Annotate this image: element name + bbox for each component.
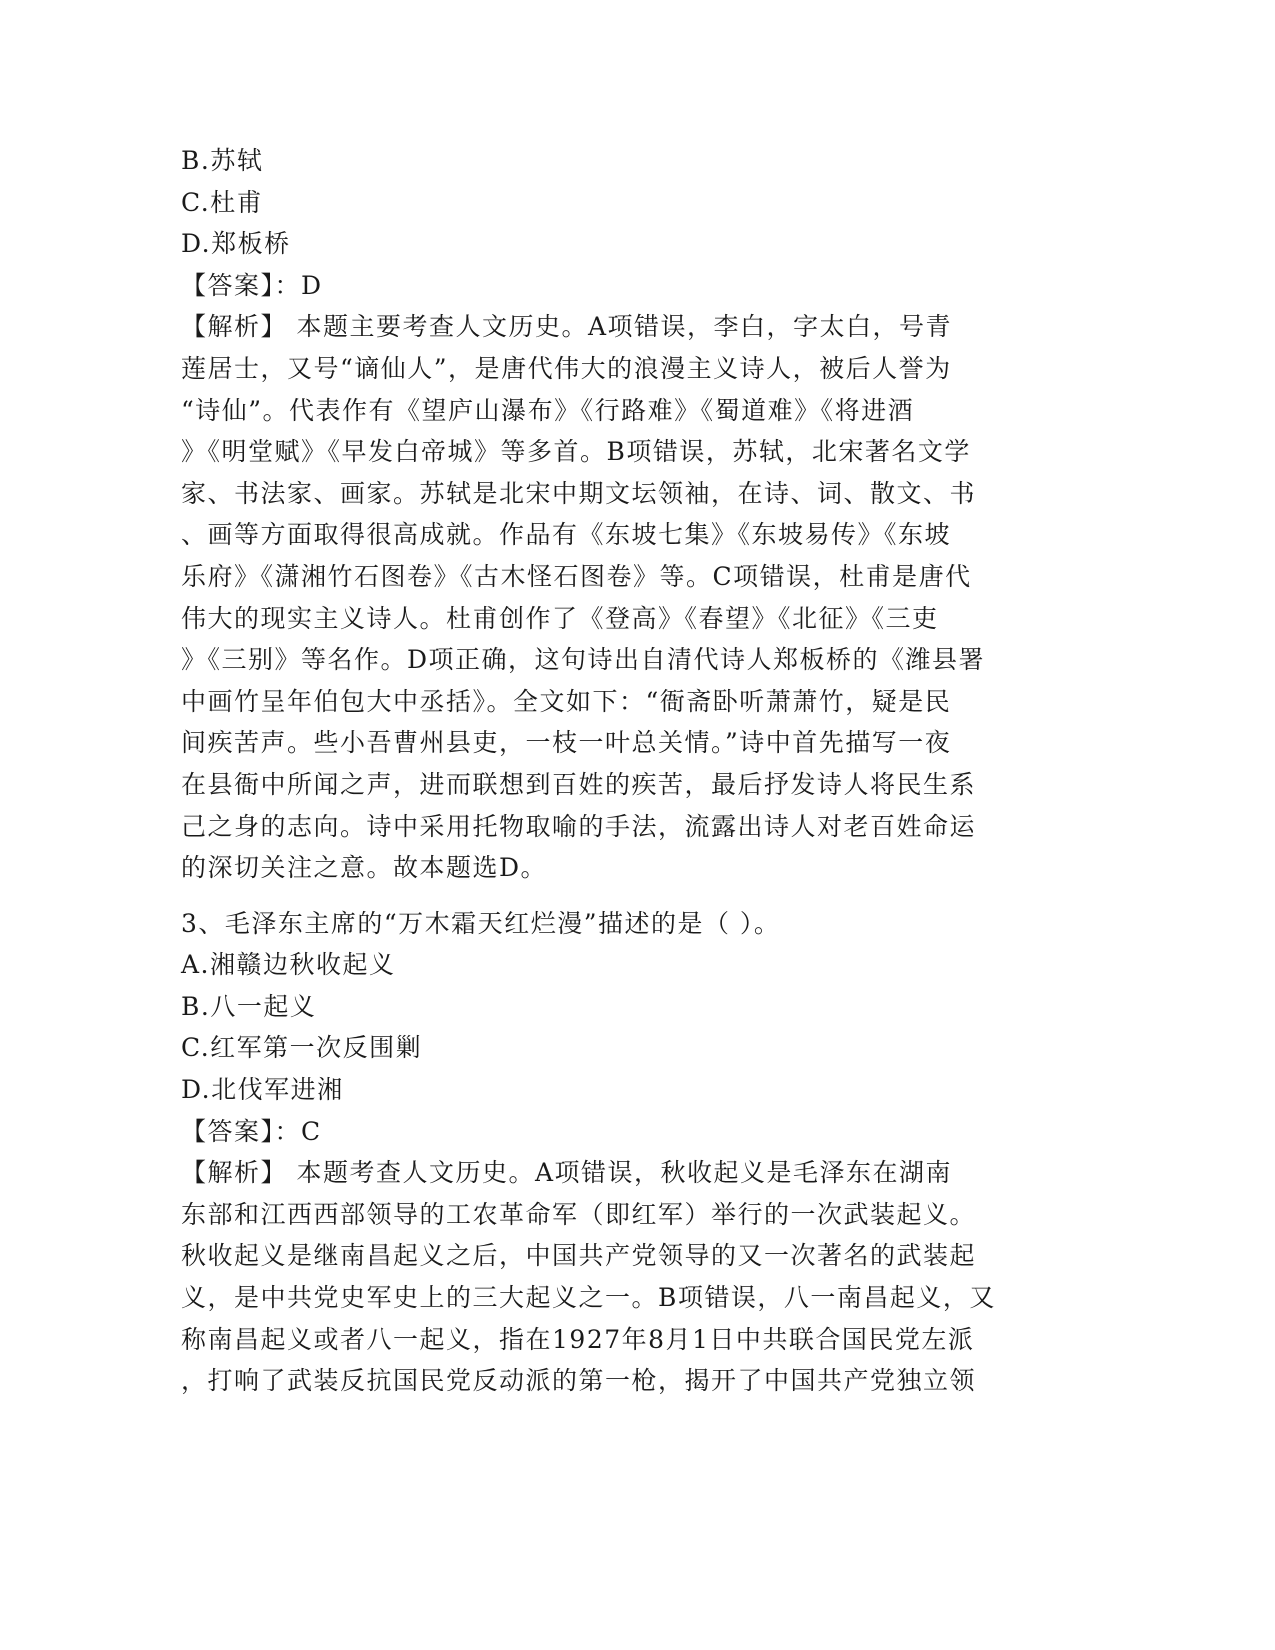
analysis-line: 中画竹呈年伯包大中丞括》。全文如下：“衙斋卧听萧萧竹，疑是民 — [181, 686, 952, 716]
analysis-line: 的深切关注之意。故本题选D。 — [181, 853, 548, 883]
answer: 【答案】：D — [181, 270, 323, 300]
analysis-line: 家、书法家、画家。苏轼是北宋中期文坛领袖，在诗、词、散文、书 — [181, 478, 977, 508]
analysis-line: 东部和江西西部领导的工农革命军（即红军）举行的一次武装起义。 — [181, 1199, 977, 1229]
spacer — [181, 889, 1041, 903]
analysis-line: ，打响了武装反抗国民党反动派的第一枪，揭开了中国共产党独立领 — [181, 1366, 977, 1396]
analysis-line: 、画等方面取得很高成就。作品有《东坡七集》《东坡易传》《东坡 — [181, 520, 952, 550]
analysis-line: 称南昌起义或者八一起义，指在1927年8月1日中共联合国民党左派 — [181, 1324, 975, 1354]
question-2-block — [181, 140, 1041, 889]
option-d: D.郑板桥 — [181, 229, 291, 259]
analysis-line: 莲居士，又号“谪仙人”，是唐代伟大的浪漫主义诗人，被后人誉为 — [181, 353, 952, 383]
analysis-line: 【解析】 本题考查人文历史。A项错误，秋收起义是毛泽东在湖南 — [181, 1158, 953, 1188]
option-c: C.红军第一次反围剿 — [181, 1033, 423, 1063]
analysis-line: 己之身的志向。诗中采用托物取喻的手法，流露出诗人对老百姓命运 — [181, 811, 977, 841]
analysis-line: 义，是中共党史军史上的三大起义之一。B项错误，八一南昌起义，又 — [181, 1283, 996, 1313]
analysis-line: 【解析】 本题主要考查人文历史。A项错误，李白，字太白，号青 — [181, 312, 953, 342]
analysis-line: 伟大的现实主义诗人。杜甫创作了《登高》《春望》《北征》《三吏 — [181, 603, 939, 633]
option-b: B.八一起义 — [181, 991, 317, 1021]
document-page — [181, 140, 1041, 1402]
analysis-line: 在县衙中所闻之声，进而联想到百姓的疾苦，最后抒发诗人将民生系 — [181, 769, 977, 799]
analysis-line: 》《三别》等名作。D项正确，这句诗出自清代诗人郑板桥的《潍县署 — [181, 645, 986, 675]
question-3-block — [181, 903, 1041, 1402]
analysis-line: 秋收起义是继南昌起义之后，中国共产党领导的又一次著名的武装起 — [181, 1241, 977, 1271]
analysis-line: 乐府》《潇湘竹石图卷》《古木怪石图卷》等。C项错误，杜甫是唐代 — [181, 561, 972, 591]
option-a: A.湘赣边秋收起义 — [181, 950, 396, 980]
option-c: C.杜甫 — [181, 187, 264, 217]
analysis-line: 》《明堂赋》《早发白帝城》等多首。B项错误，苏轼，北宋著名文学 — [181, 437, 971, 467]
analysis-line: 间疾苦声。些小吾曹州县吏，一枝一叶总关情。”诗中首先描写一夜 — [181, 728, 952, 758]
analysis-line: “诗仙”。代表作有《望庐山瀑布》《行路难》《蜀道难》《将进酒 — [181, 395, 915, 425]
option-b: B.苏轼 — [181, 146, 264, 175]
question-text: 3、毛泽东主席的“万木霜天红烂漫”描述的是（ ）。 — [181, 908, 781, 938]
option-d: D.北伐军进湘 — [181, 1075, 344, 1105]
answer: 【答案】：C — [181, 1116, 322, 1146]
